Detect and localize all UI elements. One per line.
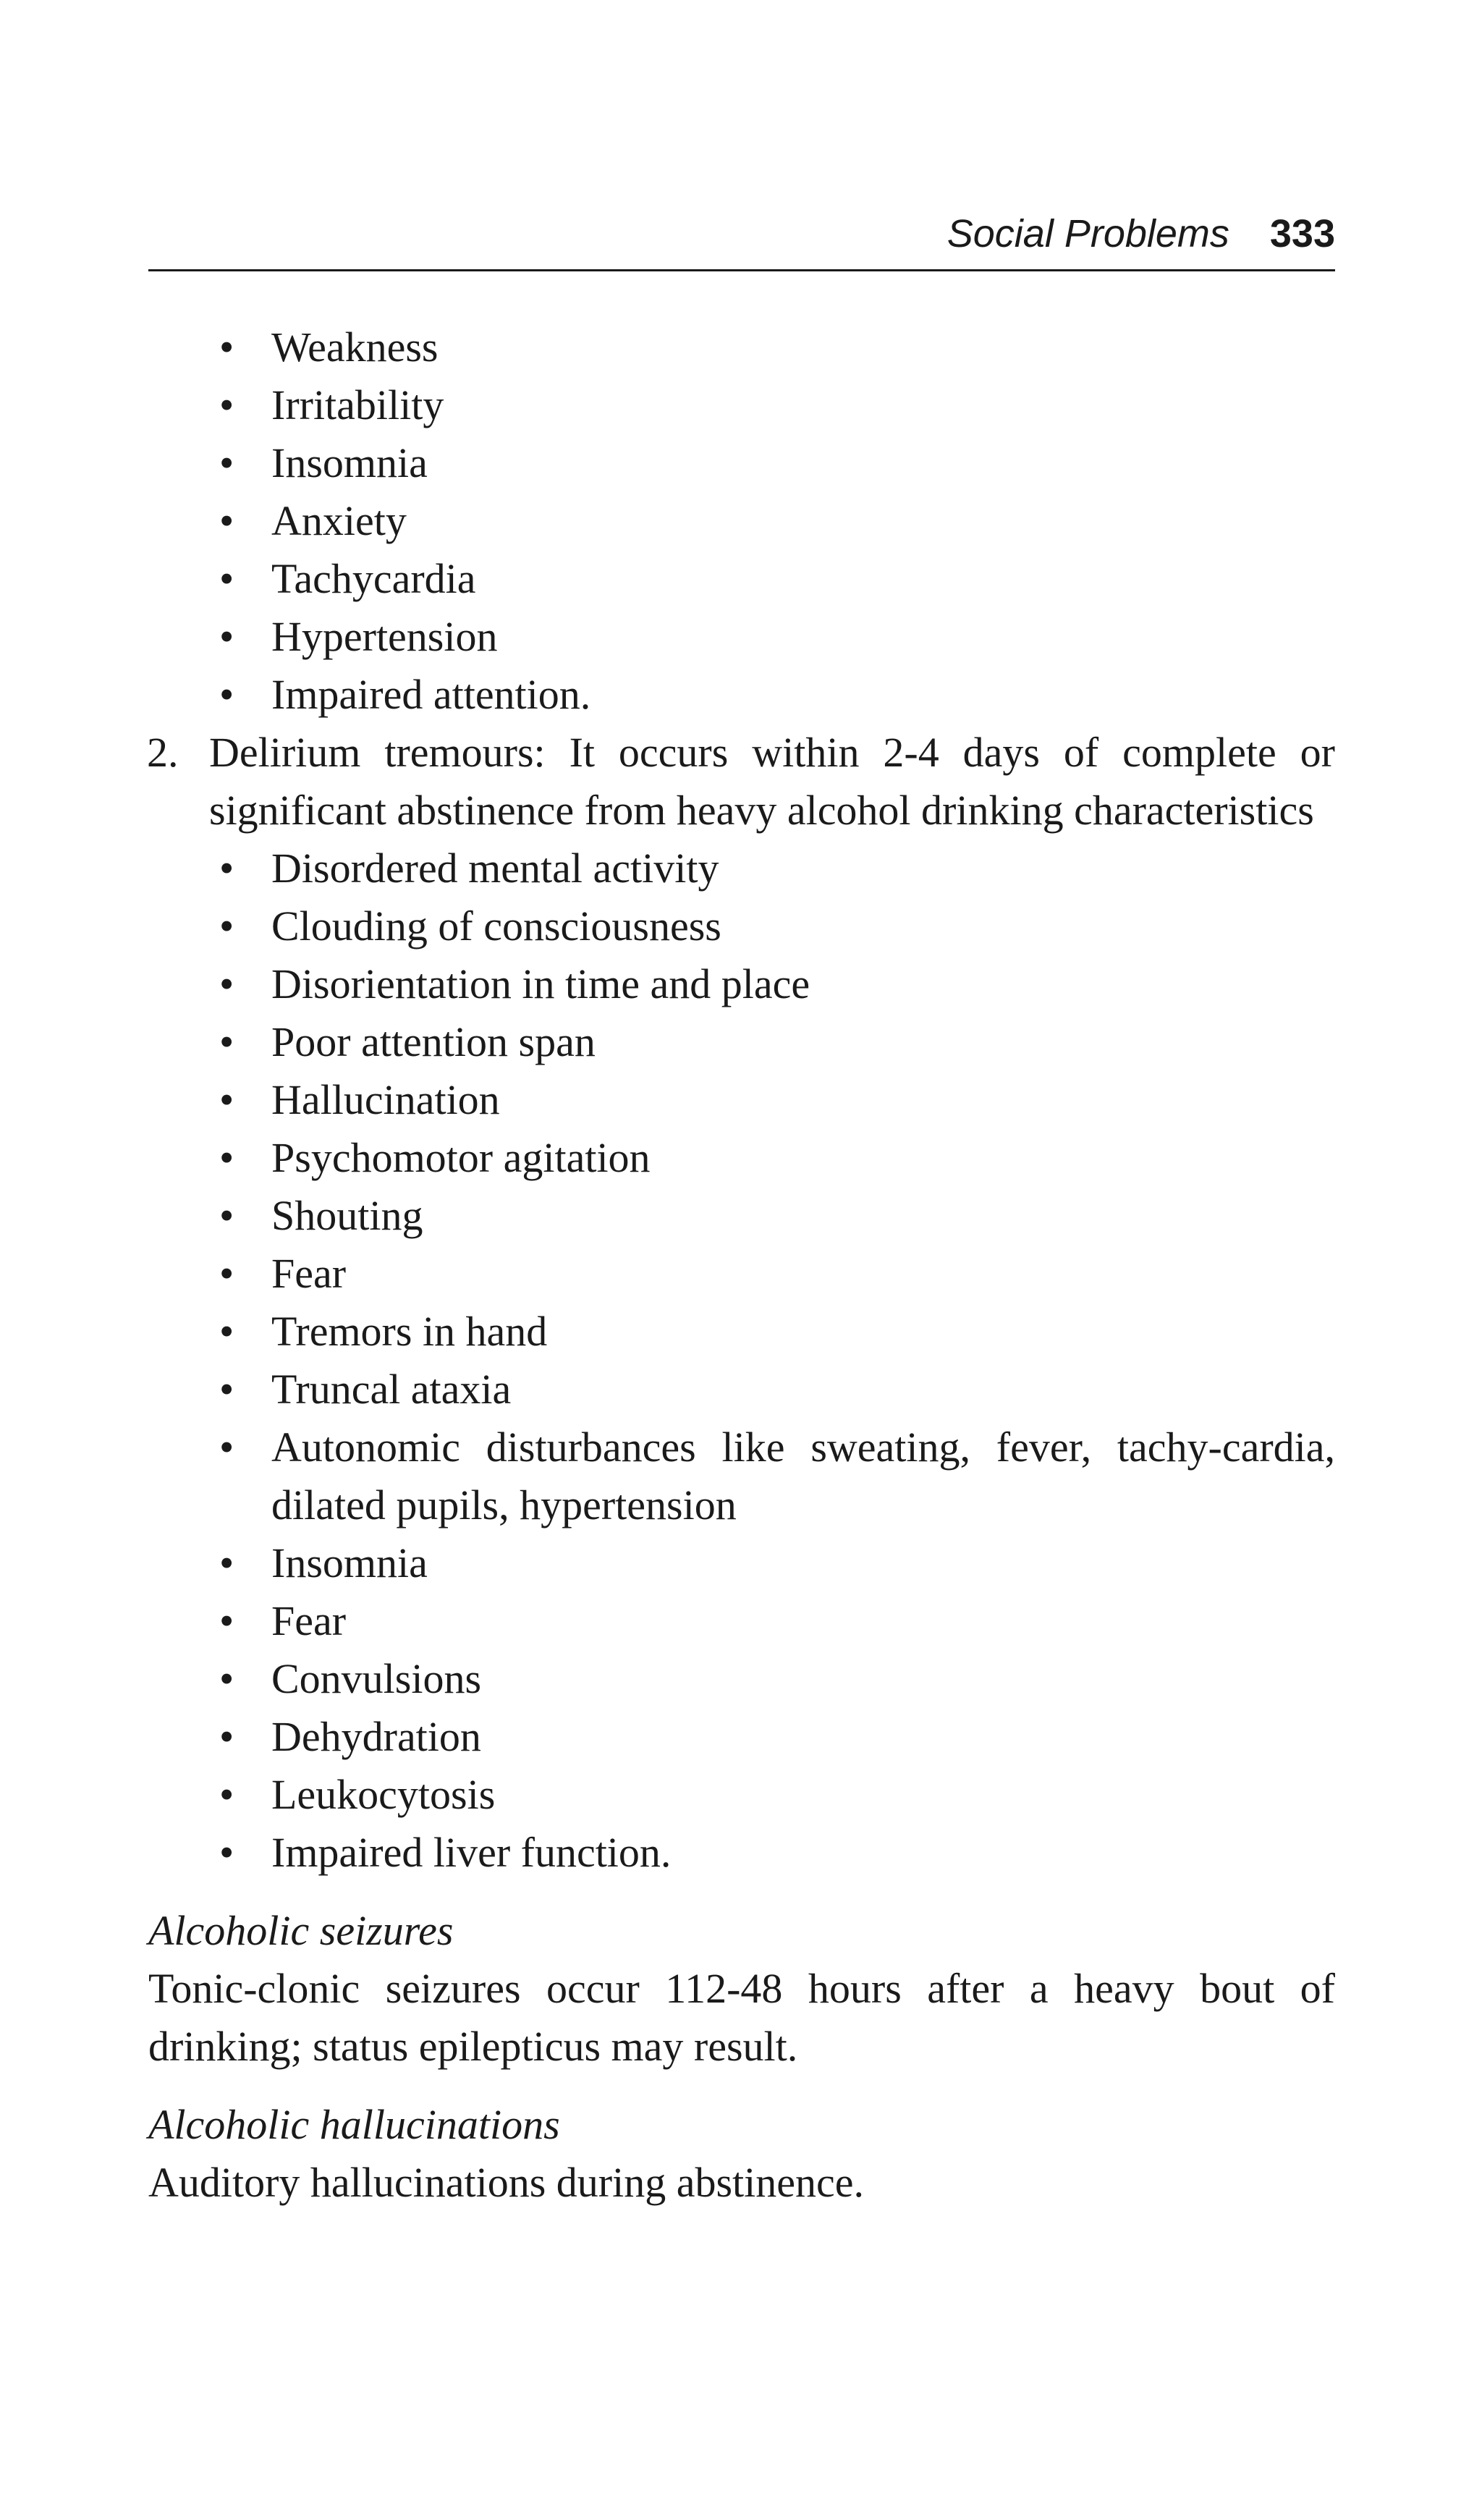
list-item xyxy=(209,1245,1335,1303)
list-item-text: Dehydration xyxy=(271,1713,481,1760)
list-item-text: Truncal ataxia xyxy=(271,1366,512,1413)
bullet-icon: • xyxy=(219,960,234,1007)
bullet-icon: • xyxy=(219,1829,234,1876)
bullet-icon: • xyxy=(219,1771,234,1818)
bullet-icon: • xyxy=(219,555,234,602)
bullet-icon: • xyxy=(219,1655,234,1702)
list-item xyxy=(209,1766,1335,1824)
list-item xyxy=(148,318,1335,376)
list-item xyxy=(209,1418,1335,1534)
item-text: Delirium tremours: It occurs within 2-4 days of complete or significant abstinence from heavy alcohol drinking characteristics xyxy=(209,729,1335,834)
list-item-text: Convulsions xyxy=(271,1655,482,1702)
bullet-icon: • xyxy=(219,902,234,950)
list-item xyxy=(209,1361,1335,1418)
bullet-icon: • xyxy=(219,1539,234,1586)
list-item-text: Insomnia xyxy=(271,439,428,486)
header-rule xyxy=(148,269,1335,271)
list-item xyxy=(209,1013,1335,1071)
list-item-text: Anxiety xyxy=(271,497,407,544)
page-body xyxy=(148,318,1335,2212)
list-item-text: Poor attention span xyxy=(271,1018,596,1065)
list-item xyxy=(148,376,1335,434)
list-item xyxy=(209,840,1335,897)
running-head xyxy=(947,214,1335,253)
list-item xyxy=(209,955,1335,1013)
symptom-list-withdrawal xyxy=(148,318,1335,724)
list-item-text: Clouding of consciousness xyxy=(271,902,721,950)
list-item-text: Insomnia xyxy=(271,1539,428,1586)
list-item xyxy=(209,1303,1335,1361)
list-item-text: Disorientation in time and place xyxy=(271,960,810,1007)
list-item xyxy=(209,1534,1335,1592)
bullet-icon: • xyxy=(219,1250,234,1297)
bullet-icon: • xyxy=(219,497,234,544)
list-item xyxy=(209,1592,1335,1650)
bullet-icon: • xyxy=(219,1424,234,1471)
bullet-icon: • xyxy=(219,1713,234,1760)
list-item xyxy=(209,1650,1335,1708)
bullet-icon: • xyxy=(219,1366,234,1413)
list-item xyxy=(209,1824,1335,1882)
list-item xyxy=(209,1187,1335,1245)
list-item xyxy=(209,897,1335,955)
list-item-text: Weakness xyxy=(271,324,439,371)
list-item xyxy=(209,1129,1335,1187)
symptom-list-delirium xyxy=(209,840,1335,1882)
spacer xyxy=(148,2076,1335,2086)
list-item xyxy=(209,1071,1335,1129)
list-item xyxy=(148,550,1335,608)
list-item-text: Fear xyxy=(271,1597,347,1644)
list-item xyxy=(209,1708,1335,1766)
bullet-icon: • xyxy=(219,1134,234,1181)
subheading-alcoholic-seizures: Alcoholic seizures xyxy=(148,1907,454,1954)
list-item-text: Shouting xyxy=(271,1192,423,1239)
bullet-icon: • xyxy=(219,1597,234,1644)
list-item-text: Tachycardia xyxy=(271,555,476,602)
list-item-text: Irritability xyxy=(271,381,444,428)
bullet-icon: • xyxy=(219,1308,234,1355)
subheading-alcoholic-hallucinations: Alcoholic hallucinations xyxy=(148,2101,560,2148)
list-item-text: Impaired attention. xyxy=(271,671,591,718)
bullet-icon: • xyxy=(219,1076,234,1123)
bullet-icon: • xyxy=(219,613,234,660)
bullet-icon: • xyxy=(219,845,234,892)
page-number: 333 xyxy=(1269,212,1335,255)
bullet-icon: • xyxy=(219,671,234,718)
list-item-text: Leukocytosis xyxy=(271,1771,496,1818)
bullet-icon: • xyxy=(219,324,234,371)
list-item-text: Psychomotor agitation xyxy=(271,1134,651,1181)
bullet-icon: • xyxy=(219,439,234,486)
numbered-item-delirium xyxy=(148,724,1335,1882)
item-number: 2. xyxy=(147,729,179,776)
list-item-text: Impaired liver function. xyxy=(271,1829,672,1876)
list-item xyxy=(148,608,1335,666)
paragraph-alcoholic-hallucinations: Auditory hallucinations during abstinence. xyxy=(148,2159,865,2206)
bullet-icon: • xyxy=(219,1018,234,1065)
list-item xyxy=(148,492,1335,550)
list-item xyxy=(148,666,1335,724)
bullet-icon: • xyxy=(219,381,234,428)
spacer xyxy=(148,1882,1335,1892)
list-item-text: Hypertension xyxy=(271,613,498,660)
list-item-text: Disordered mental activity xyxy=(271,845,719,892)
list-item-text: Tremors in hand xyxy=(271,1308,548,1355)
list-item-text: Fear xyxy=(271,1250,347,1297)
list-item-text: Hallucination xyxy=(271,1076,500,1123)
section-title: Social Problems xyxy=(947,212,1229,255)
bullet-icon: • xyxy=(219,1192,234,1239)
list-item xyxy=(148,434,1335,492)
paragraph-alcoholic-seizures: Tonic-clonic seizures occur 112-48 hours after a heavy bout of drinking; status epilepticus may result. xyxy=(148,1965,1335,2070)
list-item-text: Autonomic disturbances like sweating, fever, tachy-cardia, dilated pupils, hypertension xyxy=(271,1424,1335,1529)
